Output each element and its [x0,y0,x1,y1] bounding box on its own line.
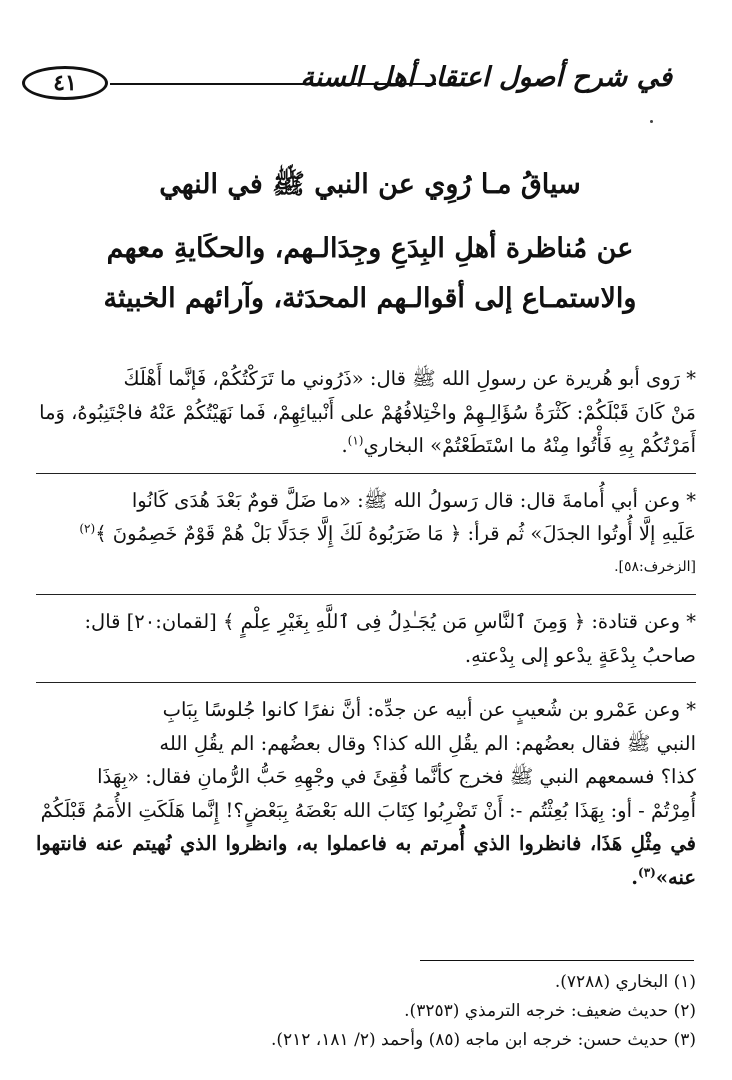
paragraph-1 [36,362,696,463]
footnote-1: (١) البخاري (٧٢٨٨). [554,972,696,992]
footnote-2: (٢) حديث ضعيف: خرجه الترمذي (٣٢٥٣). [404,1001,696,1021]
footnote-ref-2[interactable]: (٢) [79,521,96,536]
chapter-title-line-3: والاستمـاع إلى أقوالـهم المحدَثة، وآرائهم الخبيثة [103,283,637,314]
text-line: مَنْ كَانَ قَبْلَكُمْ: كَثْرَةُ سُؤَالِـهِمْ واخْتِلافُهُمْ على أَنْبيائِهِمْ، فَما نَهَيْتُكُمْ عَنْهُ فاجْتَنِبُوهُ، وَما [39,400,696,424]
footnote-ref-3[interactable]: (٣) [638,865,656,879]
page-number: ٤١ [22,66,108,100]
text-line: كذا؟ فسمعهم النبي ﷺ فخرج كأنَّما فُقِئَ في وجْهِهِ حَبُّ الرُّمانِ فقال: «بِهَذَا [97,765,696,788]
text-line [36,517,696,551]
paragraph-divider [36,682,696,683]
text-line-content: عَلَيهِ إلَّا أُوتُوا الجدَلَ» ثُم قرأ: ﴿ مَا ضَرَبُوهُ لَكَ إِلَّا جَدَلًا بَلْ هُمْ قَوْمٌ خَصِمُونَ ﴾ [95,522,696,545]
chapter-title-line-2: عن مُناظرة أهلِ البِدَعِ وجِدَالـهم، والحكَايةِ معهم [106,233,634,264]
scan-speck [650,120,653,123]
text-line: * وعن عَمْرو بن شُعيبٍ عن أبيه عن جدِّه: أنَّ نفرًا كانوا جُلوسًا بِبَابِ [162,698,696,721]
text-line: * وعن أبي أُمامةَ قال: قال رَسولُ الله ﷺ: «ما ضَلَّ قومٌ بَعْدَ هُدَى كَانُوا [131,488,696,512]
paragraph-4 [36,693,696,894]
paragraph-divider [36,473,696,474]
text-line: * وعن قتادة: ﴿ وَمِنَ ٱلنَّاسِ مَن يُجَـٰدِلُ فِى ٱللَّهِ بِغَيْرِ عِلْمٍ ﴾ [لقمان:٢٠] قال: [84,610,696,633]
quran-citation: [الزخرف:٥٨]. [614,558,696,575]
text-line: صاحبُ بِدْعَةٍ يدْعو إلى بِدْعتهِ. [464,643,696,667]
text-line: في مِثْلِ هَذَا، فانظروا الذي أُمرتم به فاعملوا به، وانظروا الذي نُهيتم عنه فانتهوا عنه»$^{(٣)}$. [36,832,696,889]
footnotes [100,968,696,1055]
running-title: في شرح أصول اعتقاد أهل السنة [300,62,672,93]
chapter-title [60,160,680,324]
text-line-content: أَمَرْتُكُمْ بِهِ فَأْتُوا مِنْهُ ما اسْتَطَعْتُمْ» البخاري [363,434,696,457]
paragraph-divider [36,594,696,595]
main-text [36,362,696,904]
chapter-title-line-1: سياقُ مـا رُوِي عن النبي ﷺ في النهي [159,169,581,200]
text-line: أَمَرْتُكُمْ بِهِ فَأْتُوا مِنْهُ ما اسْتَطَعْتُمْ» البخاري$^{(١)}$. [341,433,696,457]
text-line: * رَوى أبو هُريرة عن رسولِ الله ﷺ قال: «ذَرُوني ما تَرَكْتُكُمْ، فَإنَّما أَهْلَكَ [123,367,696,390]
page-header [22,60,672,106]
paragraph-2 [36,484,696,585]
text-line: النبي ﷺ فقال بعضُهم: الم يقُلِ الله كذا؟ وقال بعضُهم: الم يقُلِ الله [159,731,696,755]
paragraph-3 [36,605,696,672]
footnote-ref-1[interactable]: (١) [347,433,364,448]
footnote-3: (٣) حديث حسن: خرجه ابن ماجه (٨٥) وأحمد (٢/ ١٨١، ٢١٢). [270,1030,696,1050]
footnote-separator [420,960,694,961]
text-line: أُمِرْتُمْ - أو: بِهَذَا بُعِثْتُم -: أَنْ تَضْرِبُوا كِتَابَ الله بَعْضَهُ بِبَعْضٍ؟! إِنَّما هَلَكَتِ الأُمَمُ قَبْلَكُمْ [40,798,696,822]
text-line-content: في مِثْلِ هَذَا، فانظروا الذي أُمرتم به فاعملوا به، وانظروا الذي نُهيتم عنه فانتهوا عنه» [36,832,696,889]
